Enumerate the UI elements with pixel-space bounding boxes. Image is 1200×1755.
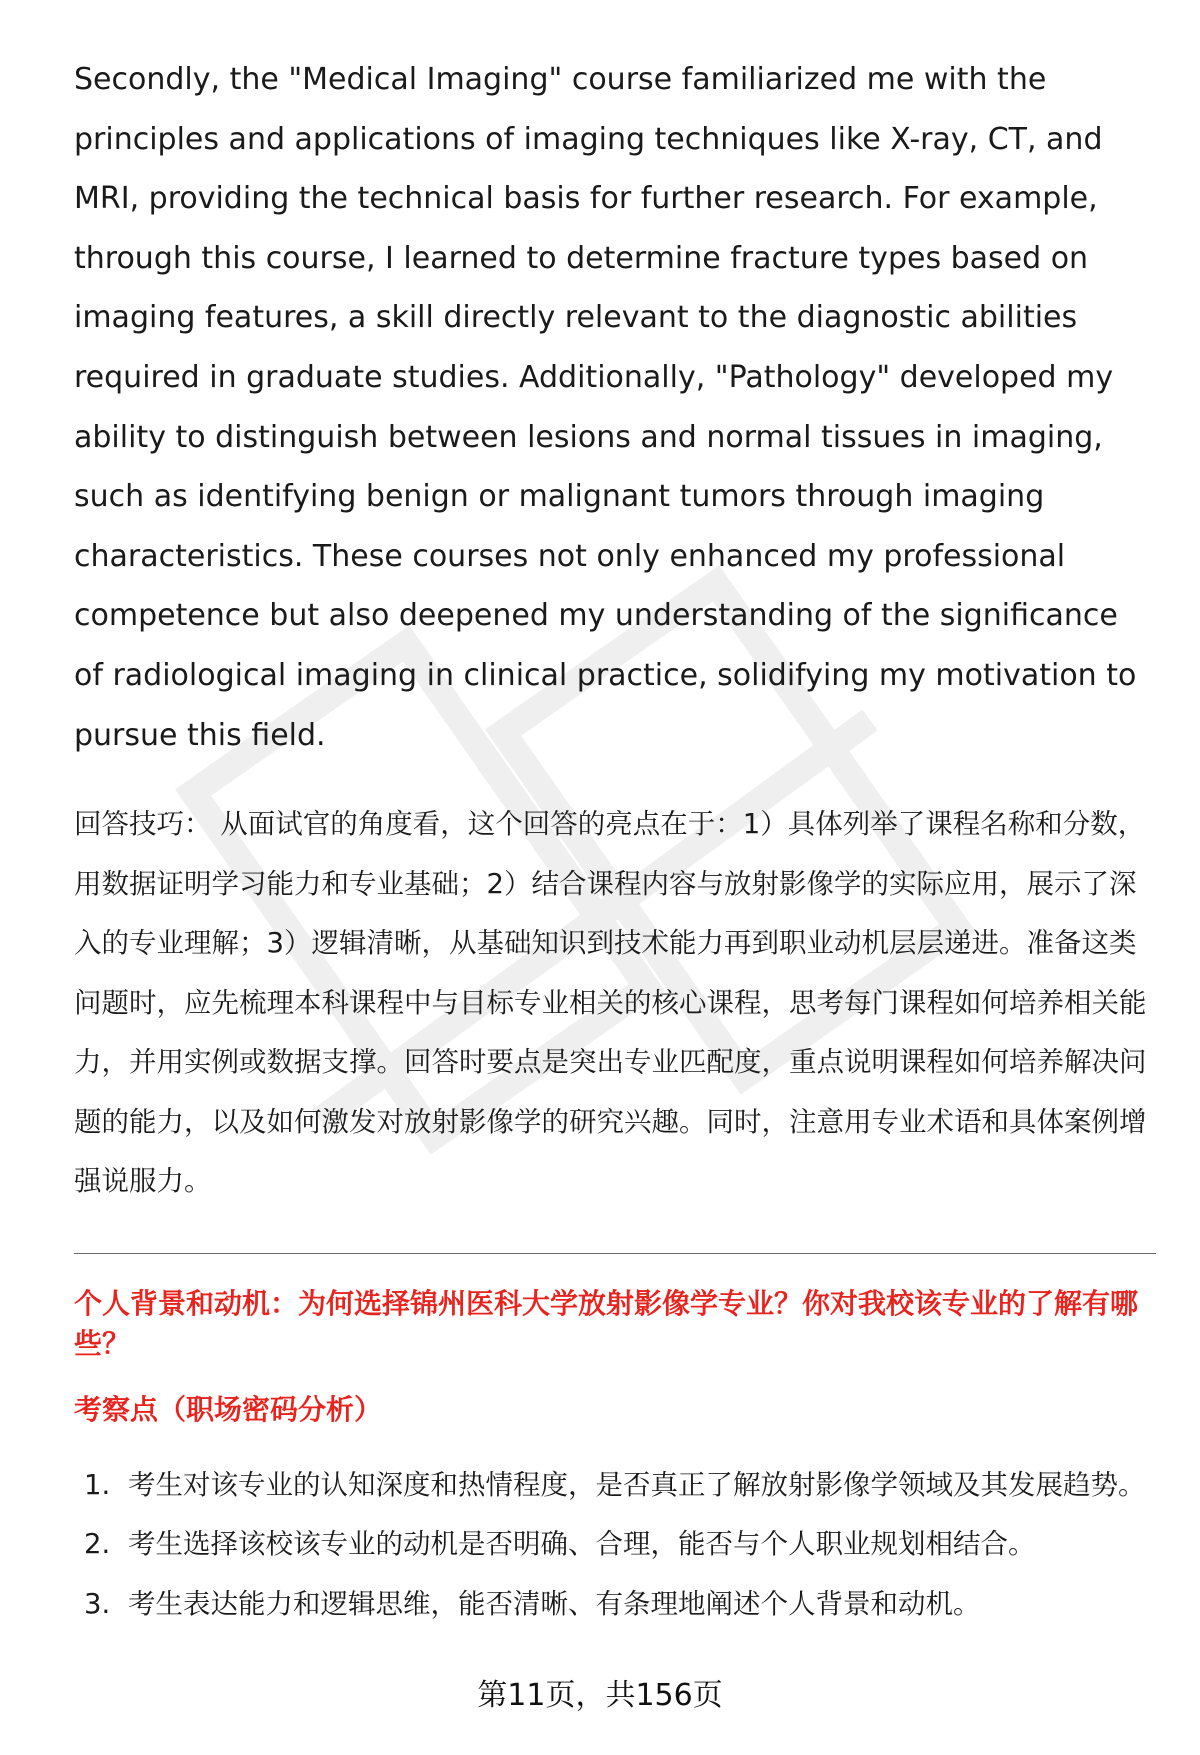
answer-paragraph-english: Secondly, the "Medical Imaging" course familiarized me with the principles and applications of imaging techniques like X-ray, CT, and MRI, providing the technical basis for further research. For example, through this course, I learned to determine fracture types based on imaging features, a skill directly relevant to the diagnostic abilities required in graduate studies. Additionally, "Pathology" developed my ability to distinguish between lesions and normal tissues in imaging, such as identifying benign or malignant tumors through imaging characteristics. These courses not only enhanced my professional competence but also deepened my understanding of the significance of radiological imaging in clinical practice, solidifying my motivation to pursue this field. [74, 62, 1137, 753]
page-content [74, 50, 1156, 1634]
answer-tip-paragraph: 回答技巧： 从面试官的角度看，这个回答的亮点在于：1）具体列举了课程名称和分数，用数据证明学习能力和专业基础；2）结合课程内容与放射影像学的实际应用，展示了深入的专业理解；3）逻辑清晰，从基础知识到技术能力再到职业动机层层递进。准备这类问题时，应先梳理本科课程中与目标专业相关的核心课程，思考每门课程如何培养相关能力，并用实例或数据支撑。回答时要点是突出专业匹配度，重点说明课程如何培养解决问题的能力，以及如何激发对放射影像学的研究兴趣。同时，注意用专业术语和具体案例增强说服力。 [74, 808, 1147, 1198]
list-item-text: 考生对该专业的认知深度和热情程度，是否真正了解放射影像学领域及其发展趋势。 [128, 1468, 1146, 1501]
list-item-number: 1. [84, 1468, 111, 1501]
interview-question-heading: 个人背景和动机：为何选择锦州医科大学放射影像学专业？你对我校该专业的了解有哪些？ [74, 1286, 1139, 1360]
list-item-number: 3. [84, 1587, 111, 1620]
list-item-text: 考生表达能力和逻辑思维，能否清晰、有条理地阐述个人背景和动机。 [128, 1587, 981, 1620]
list-item [74, 1456, 1156, 1516]
list-item-text: 考生选择该校该专业的动机是否明确、合理，能否与个人职业规划相结合。 [128, 1528, 1036, 1561]
page-number-footer: 第11页，共156页 [477, 1678, 723, 1713]
assessment-points-list [74, 1456, 1156, 1635]
list-item-number: 2. [84, 1528, 111, 1561]
list-item [74, 1575, 1156, 1635]
section-divider [74, 1253, 1156, 1254]
list-item [74, 1515, 1156, 1575]
assessment-points-heading: 考察点（职场密码分析） [74, 1392, 383, 1426]
